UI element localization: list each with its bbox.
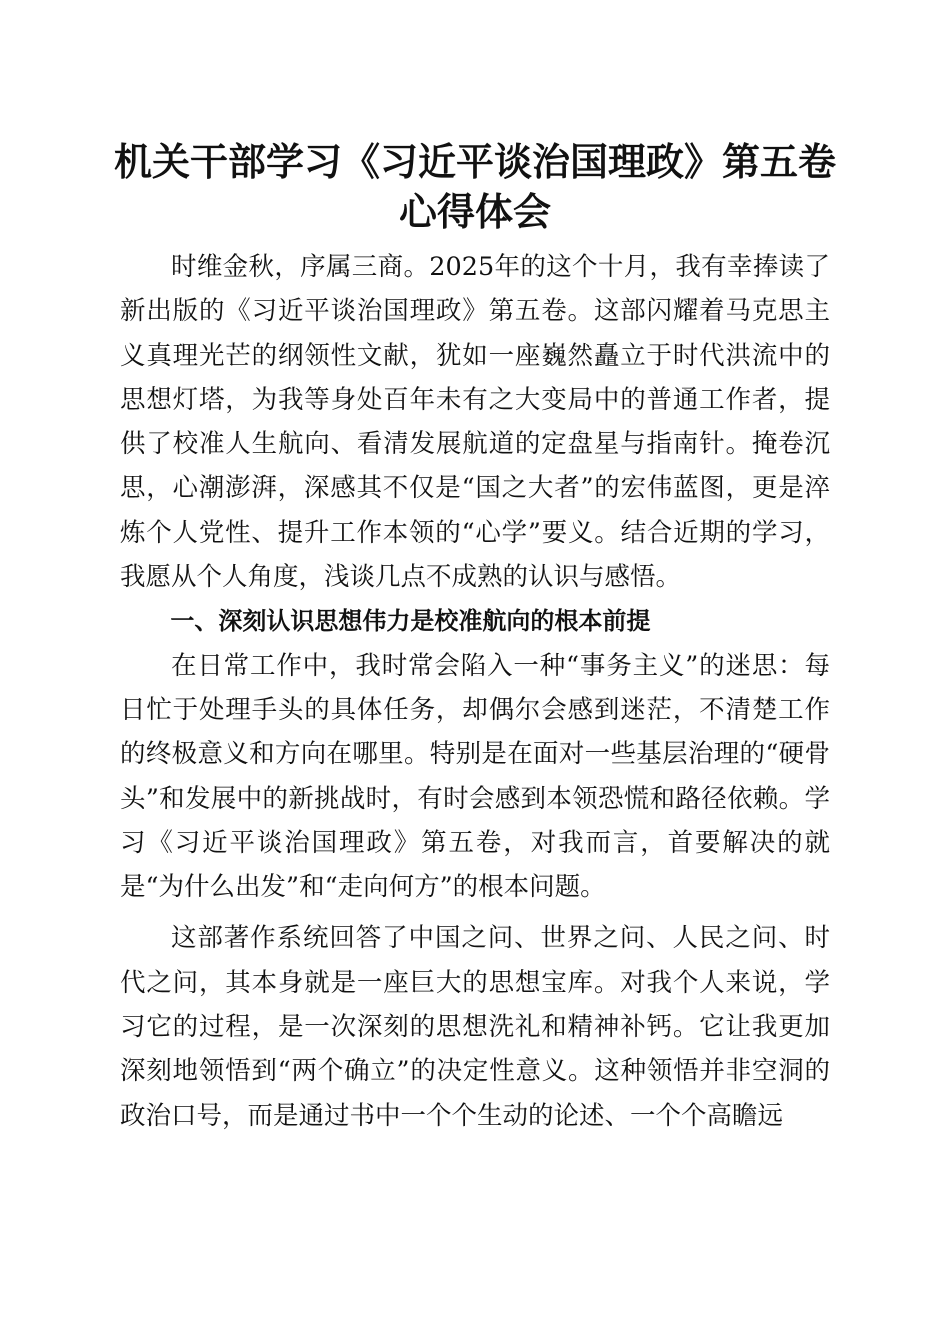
intro-paragraph: 时维金秋，序属三商。2025年的这个十月，我有幸捧读了新出版的《习近平谈治国理政》第五卷。这部闪耀着马克思主义真理光芒的纲领性文献，犹如一座巍然矗立于时代洪流中的思想灯塔，为我等身处百年未有之大变局中的普通工作者，提供了校准人生航向、看清发展航道的定盘星与指南针。掩卷沉思，心潮澎湃，深感其不仅是“国之大者”的宏伟蓝图，更是淬炼个人党性、提升工作本领的“心学”要义。结合近期的学习，我愿从个人角度，浅谈几点不成熟的认识与感悟。 [120, 252, 830, 593]
section-paragraph: 这部著作系统回答了中国之问、世界之问、人民之问、时代之问，其本身就是一座巨大的思想宝库。对我个人来说，学习它的过程，是一次深刻的思想洗礼和精神补钙。它让我更加深刻地领悟到“两个确立”的决定性意义。这种领悟并非空洞的政治口号，而是通过书中一个个生动的论述、一个个高瞻远 [120, 923, 830, 1131]
section-heading: 一、深刻认识思想伟力是校准航向的根本前提 [170, 607, 651, 636]
section-paragraph: 在日常工作中，我时常会陷入一种“事务主义”的迷思：每日忙于处理手头的具体任务，却偶尔会感到迷茫，不清楚工作的终极意义和方向在哪里。特别是在面对一些基层治理的“硬骨头”和发展中的新挑战时，有时会感到本领恐慌和路径依赖。学习《习近平谈治国理政》第五卷，对我而言，首要解决的就是“为什么出发”和“走向何方”的根本问题。 [120, 650, 830, 903]
document-title: 机关干部学习《习近平谈治国理政》第五卷心得体会 [113, 139, 836, 234]
document-body [120, 245, 830, 1138]
